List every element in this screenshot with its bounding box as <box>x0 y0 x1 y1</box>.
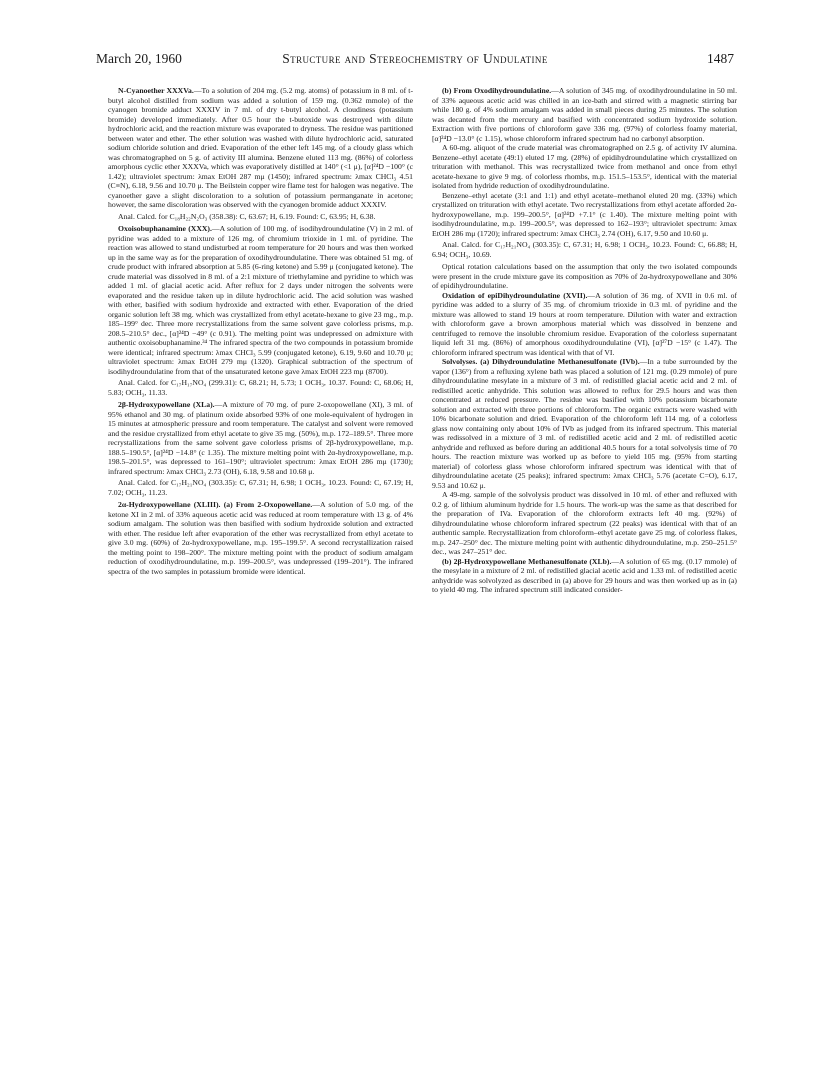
paragraph-text: Optical rotation calculations based on the assumption that only the two isolated compounds were present in the crude mixture gave its composition as 70% of 2α-hydroxypowellane and 30% of epidihydroundulatine. <box>432 262 737 290</box>
paragraph <box>108 86 413 210</box>
paragraph-text: —A solution of 36 mg. of XVII in 0.6 ml. of pyridine was added to a slurry of 35 mg. of chromium trioxide in 0.3 ml. of pyridine and the mixture was allowed to stand 19 hours at room temperature. Dilution with water and extraction with chloroform gave a brown amorphous material which was dissolved in benzene and centrifuged to remove the insoluble chromium residue. Evaporation of the colorless supernatant liquid left 31 mg. (86%) of amorphous oxodihydroundulatine (VI), [α]²⁷D −15° (c 1.47). The chloroform infrared spectrum was identical with that of VI. <box>432 290 737 357</box>
paragraph-heading: (b) From Oxodihydroundulatine. <box>442 86 552 95</box>
right-column <box>432 86 737 595</box>
paragraph-text: —A mixture of 70 mg. of pure 2-oxopowellane (XI), 3 ml. of 95% ethanol and 30 mg. of platinum oxide absorbed 93% of one mole-equivalent of hydrogen in 15 minutes at atmospheric pressure and room temperature. The catalyst and solvent were removed and the residue crystallized from ethyl acetate to give 35 mg. (50%), m.p. 172–189.5°. Three more recrystallizations from the same solvent gave colorless prisms of 2β-hydroxypowellane, m.p. 188.5–190.5°, [α]²⁴D −14.8° (c 1.35). The mixture melting point with 2α-hydroxypowellane, m.p. 198.5–201.5°, was depressed to 161–190°; ultraviolet spectrum: λmax EtOH 286 mμ (1730); infrared spectrum: λmax CHCl₃ 2.73 (OH), 6.18, 9.58 and 10.68 μ. <box>108 400 413 476</box>
paragraph-heading: 2β-Hydroxypowellane (XLa). <box>118 400 215 409</box>
paragraph-text: Anal. Calcd. for C₁₈H₂₂N₂O₃ (358.38): C, 63.67; H, 6.19. Found: C, 63.95; H, 6.38. <box>118 211 376 221</box>
paragraph-text: A 60-mg. aliquot of the crude material was chromatographed on 2.5 g. of activity IV alumina. Benzene–ethyl acetate (49:1) eluted 17 mg. (28%) of epidihydroundulatine which crystallized on trituration with methanol. This was recrystallized twice from methanol and once from ethyl acetate-hexane to give 9 mg. of colorless rhombs, m.p. 151.5–153.5°, identical with the material isolated from hydride reduction of oxodihydroundulatine. <box>432 143 737 190</box>
paragraph-heading: N-Cyanoether XXXVa. <box>118 86 194 95</box>
paragraph <box>432 557 737 595</box>
left-column <box>108 86 413 576</box>
paragraph <box>108 212 413 222</box>
page-number: 1487 <box>707 51 734 66</box>
paragraph <box>108 478 413 497</box>
paragraph-heading: Oxidation of epiDihydroundulatine (XVII). <box>442 290 588 300</box>
paragraph <box>108 224 413 376</box>
paragraph <box>108 400 413 476</box>
running-head <box>96 48 734 70</box>
paragraph-heading: 2α-Hydroxypowellane (XLIII). (a) From 2-Oxopowellane. <box>118 500 313 509</box>
paragraph-text: —A solution of 345 mg. of oxodihydroundulatine in 50 ml. of 33% aqueous acetic acid was chilled in an ice-bath and stirred with a magnetic stirring bar while 180 g. of 4% sodium amalgam was added in small pieces during 25 minutes. The solution was decanted from the mercury and basified with concentrated sodium hydroxide solution. Extraction with five portions of chloroform gave 336 mg. (97%) of colorless foamy material, [α]²⁴D −13.0° (c 1.15), whose chloroform infrared spectrum had no carbonyl absorption. <box>432 86 737 143</box>
paragraph-text: —In a tube surrounded by the vapor (136°) from a refluxing xylene bath was placed a solution of 121 mg. (0.29 mmole) of pure dihydroundulatine mesylate in a mixture of 3 ml. of redistilled glacial acetic acid and 2 ml. of redistilled acetic anhydride. This solution was allowed to reflux for 29.5 hours and was then concentrated at reduced pressure. The residue was basified with 10% potassium bicarbonate solution and extracted with three portions of chloroform. The organic extracts were washed with 10% bicarbonate solution and dried. Evaporation of the chloroform left 114 mg. of a colorless glass now containing only about 10% of IVb as judged from its infrared spectrum. This material was redissolved in a mixture of 3 ml. of redistilled acetic acid and 2 ml. of redistilled acetic anhydride and refluxed as before during an additional 40.5 hours for a total solvolysis time of 70 hours. The reaction mixture was worked up as before to yield 105 mg. (95% from starting material) of colorless glass whose chloroform infrared spectrum was identical with that of dihydroundulatine acetate (25 peaks); infrared spectrum: λmax CHCl₃ 5.76 (acetate C=O), 6.17, 9.53 and 10.62 μ. <box>432 357 737 490</box>
paragraph-text: Anal. Calcd. for C₁₇H₂₁NO₄ (303.35): C, 67.31; H, 6.98; 1 OCH₃, 10.23. Found: C, 66.88; H, 6.94; OCH₃, 10.69. <box>432 240 737 259</box>
paragraph <box>432 191 737 239</box>
paragraph-text: Anal. Calcd. for C₁₇H₁₇NO₄ (299.31): C, 68.21; H, 5.73; 1 OCH₃, 10.37. Found: C, 68.06; H, 5.83; OCH₃, 11.33. <box>108 378 413 397</box>
paragraph-text: —A solution of 5.0 mg. of the ketone XI in 2 ml. of 33% aqueous acetic acid was reduced at room temperature with 13 g. of 4% sodium amalgam. The solution was then basified with sodium hydroxide solution and extracted with ether. The residue left after evaporation of the ether was recrystallized from ethyl acetate to give 3.0 mg. (60%) of 2α-hydroxypowellane, m.p. 195–199.5°. A second recrystallization raised the melting point to 198–200°. The mixture melting point with the product of sodium amalgam reduction of oxodihydroundulatine, m.p. 199–200.5°, was undepressed (199–201°). The infrared spectra of the two samples in potassium bromide were identical. <box>108 500 413 576</box>
paragraph-text: Anal. Calcd. for C₁₇H₂₁NO₄ (303.35): C, 67.31; H, 6.98; 1 OCH₃, 10.23. Found: C, 67.19; H, 7.02; OCH₃, 11.23. <box>108 478 413 497</box>
paragraph-text: —A solution of 65 mg. (0.17 mmole) of the mesylate in a mixture of 2 ml. of redistilled glacial acetic acid and 1.33 ml. of redistilled acetic anhydride was solvolyzed as described in (a) above for 29 hours and was then worked up as in (a) to yield 40 mg. The infrared spectrum still indicated consider- <box>432 556 737 594</box>
header-title: Structure and Stereochemistry of Undulatine <box>282 51 548 66</box>
paragraph-heading: Oxoisobuphanamine (XXX). <box>118 224 212 233</box>
paragraph <box>108 378 413 397</box>
paragraph <box>432 357 737 490</box>
header-date: March 20, 1960 <box>96 51 182 66</box>
paragraph <box>432 291 737 358</box>
paragraph-text: Benzene–ethyl acetate (3:1 and 1:1) and ethyl acetate–methanol eluted 20 mg. (33%) which crystallized on trituration with ethyl acetate. Two recrystallizations from ethyl acetate afforded 2α-hydroxypowellane, m.p. 199–200.5°, [α]²⁴D +7.1° (c 1.40). The mixture melting point with isodihydroundulatine, m.p. 199–200.5°, was depressed to 162–193°; ultraviolet spectrum: λmax EtOH 286 mμ (1720); infrared spectrum: λmax CHCl₃ 2.74 (OH), 6.17, 9.50 and 10.60 μ. <box>432 190 737 238</box>
paragraph-text: A 49-mg. sample of the solvolysis product was dissolved in 10 ml. of ether and refluxed with 0.2 g. of lithium aluminum hydride for 1.5 hours. The work-up was the same as that described for the preparation of IVa. Evaporation of the chloroform extracts left 40 mg. (92%) of dihydroundulatine whose chloroform infrared spectrum (22 peaks) was identical with that of an authentic sample. Recrystallization from chloroform–ethyl acetate gave 25 mg. of colorless flakes, m.p. 247–250° dec. The mixture melting point with authentic dihydroundulatine, m.p. 250–251.5° dec., was 247–251° dec. <box>432 490 737 556</box>
paragraph <box>432 143 737 191</box>
paragraph-text: —A solution of 100 mg. of isodihydroundulatine (V) in 2 ml. of pyridine was added to a mixture of 126 mg. of chromium trioxide in 1 ml. of pyridine. The reaction was allowed to stand undisturbed at room temperature for 20 hours and was then worked up in the same way as for the preparation of oxodihydroundulatine. There was obtained 51 mg. of crude product with infrared absorption at 5.85 (6-ring ketone) and 5.99 μ (conjugated ketone). The crude material was dissolved in 8 ml. of a 2:1 mixture of triethylamine and pyridine to which was added 1 ml. of glacial acetic acid. After reflux for 2 days under nitrogen the solvents were evaporated and the residue taken up in dilute hydrochloric acid. The acid solution was washed with ether, basified with sodium hydroxide and extracted with ether. Evaporation of the dried organic solution left 38 mg. which was crystallized from ethyl acetate-hexane to give 23 mg., m.p. 185–199° dec. Three more recrystallizations from the same solvent gave colorless prisms, m.p. 208.5–210.5° dec., [α]²⁴D −49° (c 0.91). The melting point was undepressed on admixture with authentic oxoisobuphanamine.³⁴ The infrared spectra of the two compounds in potassium bromide were identical; infrared spectrum: λmax CHCl₃ 5.99 (conjugated ketone), 6.19, 9.60 and 10.70 μ; ultraviolet spectrum: λmax EtOH 279 mμ (1320). Graphical subtraction of the spectrum of isodihydroundulatine from that of the unsaturated ketone gave λmax EtOH 223 mμ (8700). <box>108 224 413 376</box>
paragraph-heading: (b) 2β-Hydroxypowellane Methanesulfonate (XLb). <box>442 556 612 566</box>
paragraph <box>108 500 413 576</box>
paragraph-heading: Solvolyses. (a) Dihydroundulatine Methanesulfonate (IVb). <box>442 357 640 366</box>
paragraph <box>432 262 737 291</box>
paragraph <box>432 240 737 259</box>
paragraph-text: —To a solution of 204 mg. (5.2 mg. atoms) of potassium in 8 ml. of t-butyl alcohol distilled from sodium was added a solution of 159 mg. (0.362 mmole) of the cyanogen bromide adduct XXXIV in 7 ml. of dry t-butyl alcohol. A cloudiness (potassium bromide) developed immediately. After 0.5 hour the t-butoxide was destroyed with dilute hydrochloric acid, and the reaction mixture was evaporated to dryness. The residue was partitioned between water and ether. The ether solution was washed with dilute hydrochloric acid, saturated sodium chloride solution and dried. Evaporation of the ether left 145 mg. of a cloudy glass which was chromatographed on 5 g. of activity III alumina. Benzene eluted 113 mg. (86%) of colorless amorphous cyclic ether XXXVa, which was evaporatively distilled at 140° (<1 μ), [α]²⁴D −100° (c 1.42); ultraviolet spectrum: λmax EtOH 287 mμ (1450); infrared spectrum: λmax CHCl₃ 4.51 (C≡N), 6.18, 9.56 and 10.70 μ. The Beilstein copper wire flame test for halogen was negative. The cyanoether gave a slight discoloration to a solution of potassium permanganate in acetone; however, the same discoloration was observed with the cyanogen bromide adduct XXXIV. <box>108 86 414 209</box>
paragraph <box>432 490 737 557</box>
paragraph <box>432 86 737 143</box>
